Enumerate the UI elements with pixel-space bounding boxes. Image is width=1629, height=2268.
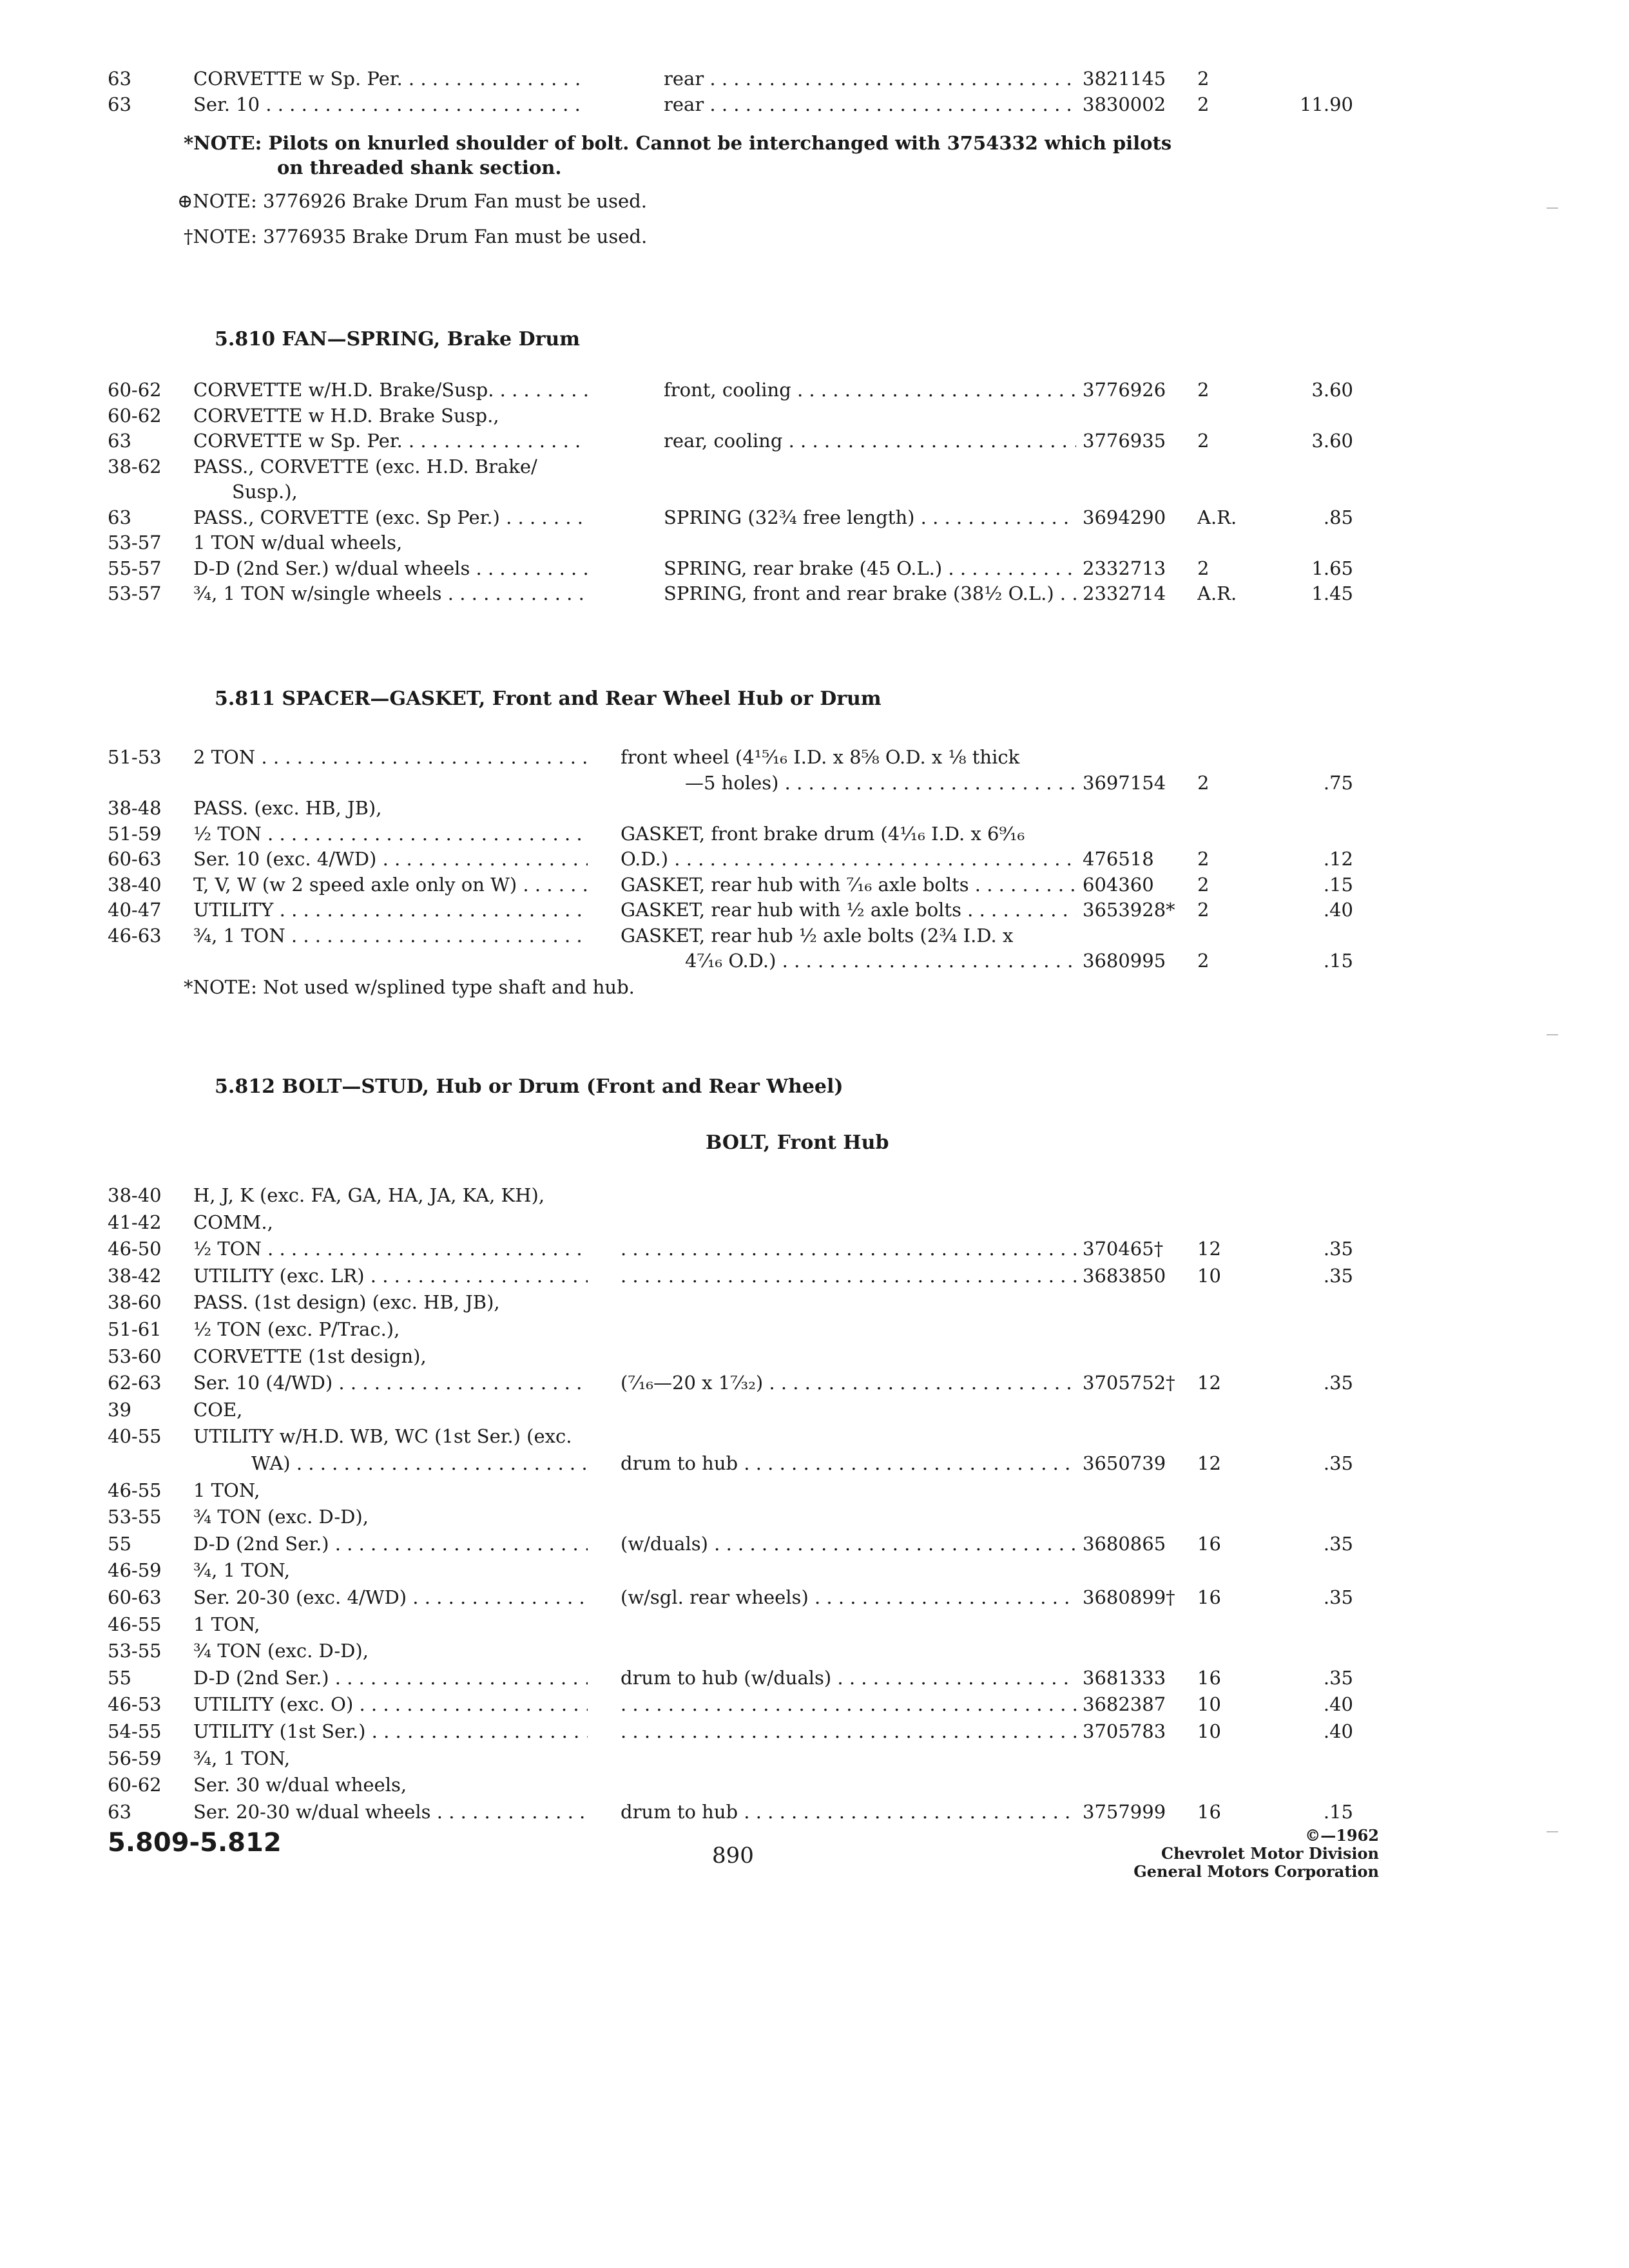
part-number: 3757999 bbox=[1083, 1800, 1166, 1823]
part-number: 3680899† bbox=[1083, 1586, 1175, 1608]
description: SPRING, front and rear brake (38½ O.L.) . . . bbox=[664, 579, 1076, 608]
table-row bbox=[0, 376, 1629, 404]
quantity: 16 bbox=[1197, 1532, 1221, 1555]
year-range: 40-47 bbox=[108, 899, 162, 921]
note-pilots: *NOTE: Pilots on knurled shoulder of bolt. Cannot be interchanged with 3754332 which pilots bbox=[184, 132, 1172, 154]
price: 1.45 bbox=[1311, 582, 1353, 604]
table-row bbox=[0, 90, 1629, 119]
table-row bbox=[0, 1503, 1629, 1531]
price: .35 bbox=[1323, 1586, 1353, 1608]
footer-corporation: General Motors Corporation bbox=[1133, 1862, 1379, 1881]
price: .15 bbox=[1323, 873, 1353, 896]
price: 11.90 bbox=[1299, 93, 1353, 115]
year-range: 63 bbox=[108, 430, 131, 452]
table-row bbox=[0, 1342, 1629, 1370]
price: .40 bbox=[1323, 899, 1353, 921]
table-row bbox=[0, 1208, 1629, 1236]
table-row bbox=[0, 528, 1629, 557]
quantity: 10 bbox=[1197, 1720, 1221, 1742]
table-row bbox=[0, 1717, 1629, 1745]
model: WA) . . . bbox=[251, 1449, 588, 1477]
table-row bbox=[0, 1583, 1629, 1611]
model: CORVETTE w Sp. Per. . . . bbox=[193, 64, 588, 93]
year-range: 51-53 bbox=[108, 746, 162, 768]
margin-mark bbox=[1547, 1831, 1558, 1832]
model: 1 TON, bbox=[193, 1479, 260, 1501]
model: 1 TON w/dual wheels, bbox=[193, 532, 403, 553]
table-row bbox=[0, 769, 1629, 797]
description: (⁷⁄₁₆—20 x 1⁷⁄₃₂) . . . bbox=[621, 1369, 1076, 1397]
footer-division: Chevrolet Motor Division bbox=[1161, 1844, 1379, 1863]
model: COMM., bbox=[193, 1211, 273, 1233]
price: .35 bbox=[1323, 1452, 1353, 1474]
table-row bbox=[0, 1556, 1629, 1584]
model: CORVETTE w H.D. Brake Susp., bbox=[193, 404, 499, 427]
price: .35 bbox=[1323, 1666, 1353, 1689]
subheading-bolt-front-hub: BOLT, Front Hub bbox=[706, 1131, 889, 1154]
model: PASS. (1st design) (exc. HB, JB), bbox=[193, 1291, 500, 1314]
table-row bbox=[0, 554, 1629, 582]
table-row bbox=[0, 1288, 1629, 1316]
quantity: 2 bbox=[1197, 771, 1210, 794]
description: GASKET, rear hub with ½ axle bolts . . . bbox=[621, 896, 1076, 924]
table-row bbox=[0, 1181, 1629, 1209]
quantity: 10 bbox=[1197, 1693, 1221, 1716]
year-range: 53-57 bbox=[108, 582, 162, 604]
year-range: 63 bbox=[108, 93, 131, 115]
year-range: 56-59 bbox=[108, 1747, 162, 1769]
year-range: 63 bbox=[108, 1800, 131, 1823]
model: ¾ TON (exc. D-D), bbox=[193, 1506, 369, 1528]
table-row bbox=[0, 1771, 1629, 1799]
year-range: 63 bbox=[108, 506, 131, 528]
year-range: 39 bbox=[108, 1398, 131, 1421]
description: 4⁷⁄₁₆ O.D.) . . . bbox=[685, 947, 1076, 975]
model: D-D (2nd Ser.) . . . bbox=[193, 1664, 588, 1692]
price: .40 bbox=[1323, 1720, 1353, 1742]
model: Susp.), bbox=[232, 481, 298, 503]
part-number: 3653928* bbox=[1083, 899, 1175, 921]
model: PASS., CORVETTE (exc. Sp Per.) . . . bbox=[193, 503, 588, 532]
table-row bbox=[0, 921, 1629, 950]
model: PASS., CORVETTE (exc. H.D. Brake/ bbox=[193, 455, 537, 477]
description: rear . . . bbox=[664, 90, 1076, 119]
year-range: 38-40 bbox=[108, 873, 162, 896]
model: ½ TON . . . bbox=[193, 1235, 588, 1263]
table-row bbox=[0, 794, 1629, 822]
part-number: 3680995 bbox=[1083, 950, 1166, 972]
note-splined: *NOTE: Not used w/splined type shaft and hub. bbox=[184, 976, 635, 998]
year-range: 46-63 bbox=[108, 924, 162, 947]
model: UTILITY (exc. LR) . . . bbox=[193, 1262, 588, 1290]
part-number: 3705752† bbox=[1083, 1372, 1175, 1394]
description bbox=[621, 1717, 1076, 1745]
table-row bbox=[0, 579, 1629, 608]
year-range: 38-62 bbox=[108, 455, 162, 477]
description: O.D.) . . . bbox=[621, 845, 1076, 873]
description bbox=[621, 1690, 1076, 1718]
model: Ser. 10 . . . bbox=[193, 90, 588, 119]
model: PASS. (exc. HB, JB), bbox=[193, 797, 382, 819]
model: Ser. 30 w/dual wheels, bbox=[193, 1774, 407, 1796]
part-number: 3680865 bbox=[1083, 1532, 1166, 1555]
description: drum to hub . . . bbox=[621, 1449, 1076, 1477]
price: 1.65 bbox=[1311, 557, 1353, 579]
model: CORVETTE w Sp. Per. . . . bbox=[193, 427, 588, 455]
year-range: 60-62 bbox=[108, 404, 162, 427]
model: UTILITY (exc. O) . . . bbox=[193, 1690, 588, 1718]
part-number: 3682387 bbox=[1083, 1693, 1166, 1716]
model: COE, bbox=[193, 1398, 243, 1421]
description: drum to hub . . . bbox=[621, 1798, 1076, 1826]
year-range: 46-59 bbox=[108, 1559, 162, 1582]
year-range: 46-55 bbox=[108, 1479, 162, 1501]
quantity: 2 bbox=[1197, 68, 1210, 90]
part-number: 370465† bbox=[1083, 1238, 1164, 1260]
year-range: 63 bbox=[108, 68, 131, 90]
section-heading-5-811: 5.811 SPACER—GASKET, Front and Rear Wheel Hub or Drum bbox=[215, 687, 882, 710]
description: rear . . . bbox=[664, 64, 1076, 93]
year-range: 46-53 bbox=[108, 1693, 162, 1716]
table-row bbox=[0, 1664, 1629, 1692]
model: Ser. 10 (4/WD) . . . bbox=[193, 1369, 588, 1397]
part-number: 3821145 bbox=[1083, 68, 1166, 90]
year-range: 60-63 bbox=[108, 1586, 162, 1608]
footer-copyright: ©—1962 bbox=[1305, 1826, 1379, 1845]
model: UTILITY . . . bbox=[193, 896, 588, 924]
quantity: 2 bbox=[1197, 93, 1210, 115]
table-row bbox=[0, 743, 1629, 771]
table-row bbox=[0, 1369, 1629, 1397]
section-heading-5-810: 5.810 FAN—SPRING, Brake Drum bbox=[215, 328, 580, 351]
year-range: 51-61 bbox=[108, 1318, 162, 1340]
table-row bbox=[0, 845, 1629, 873]
year-range: 51-59 bbox=[108, 822, 162, 845]
table-row bbox=[0, 1530, 1629, 1558]
part-number: 2332713 bbox=[1083, 557, 1166, 579]
model: Ser. 10 (exc. 4/WD) . . . bbox=[193, 845, 588, 873]
part-number: 476518 bbox=[1083, 848, 1154, 870]
year-range: 54-55 bbox=[108, 1720, 162, 1742]
quantity: A.R. bbox=[1197, 582, 1237, 604]
price: .15 bbox=[1323, 950, 1353, 972]
table-row bbox=[0, 1449, 1629, 1477]
table-row bbox=[0, 896, 1629, 924]
price: 3.60 bbox=[1311, 430, 1353, 452]
description: —5 holes) . . . bbox=[685, 769, 1076, 797]
model: Ser. 20-30 w/dual wheels . . . bbox=[193, 1798, 588, 1826]
price: .35 bbox=[1323, 1372, 1353, 1394]
price: .40 bbox=[1323, 1693, 1353, 1716]
year-range: 46-55 bbox=[108, 1613, 162, 1635]
model: UTILITY (1st Ser.) . . . bbox=[193, 1717, 588, 1745]
model: ½ TON (exc. P/Trac.), bbox=[193, 1318, 400, 1340]
part-number: 3683850 bbox=[1083, 1264, 1166, 1287]
quantity: 2 bbox=[1197, 899, 1210, 921]
table-row bbox=[0, 452, 1629, 481]
year-range: 55 bbox=[108, 1666, 131, 1689]
year-range: 38-48 bbox=[108, 797, 162, 819]
table-row bbox=[0, 870, 1629, 899]
description bbox=[621, 1262, 1076, 1290]
model: 2 TON . . . bbox=[193, 743, 588, 771]
table-row bbox=[0, 1690, 1629, 1718]
quantity: 2 bbox=[1197, 430, 1210, 452]
model: ¾, 1 TON . . . bbox=[193, 921, 588, 950]
model: CORVETTE w/H.D. Brake/Susp. . . . bbox=[193, 376, 588, 404]
note-fan-rear: †NOTE: 3776935 Brake Drum Fan must be used. bbox=[184, 226, 648, 247]
description: GASKET, front brake drum (4¹⁄₁₆ I.D. x 6⁹⁄₁₆ bbox=[621, 822, 1025, 845]
table-row bbox=[0, 1396, 1629, 1424]
part-number: 3705783 bbox=[1083, 1720, 1166, 1742]
part-number: 3776926 bbox=[1083, 379, 1166, 401]
price: .85 bbox=[1323, 506, 1353, 528]
margin-mark bbox=[1547, 207, 1558, 209]
table-row bbox=[0, 1476, 1629, 1504]
quantity: 16 bbox=[1197, 1666, 1221, 1689]
price: 3.60 bbox=[1311, 379, 1353, 401]
year-range: 55-57 bbox=[108, 557, 162, 579]
quantity: 2 bbox=[1197, 557, 1210, 579]
quantity: 10 bbox=[1197, 1264, 1221, 1287]
year-range: 53-55 bbox=[108, 1506, 162, 1528]
quantity: 16 bbox=[1197, 1586, 1221, 1608]
description: rear, cooling . . . bbox=[664, 427, 1076, 455]
model: D-D (2nd Ser.) w/dual wheels . . . bbox=[193, 554, 588, 582]
table-row bbox=[0, 64, 1629, 93]
quantity: 2 bbox=[1197, 379, 1210, 401]
description: front wheel (4¹⁵⁄₁₆ I.D. x 8⅝ O.D. x ⅛ thick bbox=[621, 746, 1020, 768]
price: .15 bbox=[1323, 1800, 1353, 1823]
table-row bbox=[0, 1262, 1629, 1290]
year-range: 53-60 bbox=[108, 1345, 162, 1367]
description: (w/duals) . . . bbox=[621, 1530, 1076, 1558]
quantity: 16 bbox=[1197, 1800, 1221, 1823]
year-range: 60-62 bbox=[108, 1774, 162, 1796]
quantity: 12 bbox=[1197, 1372, 1221, 1394]
model: Ser. 20-30 (exc. 4/WD) . . . bbox=[193, 1583, 588, 1611]
model: 1 TON, bbox=[193, 1613, 260, 1635]
description bbox=[621, 1235, 1076, 1263]
year-range: 62-63 bbox=[108, 1372, 162, 1394]
table-row bbox=[0, 503, 1629, 532]
section-heading-5-812: 5.812 BOLT—STUD, Hub or Drum (Front and Rear Wheel) bbox=[215, 1075, 843, 1098]
model: ¾, 1 TON w/single wheels . . . bbox=[193, 579, 588, 608]
year-range: 60-62 bbox=[108, 379, 162, 401]
note-fan-front: ⊕NOTE: 3776926 Brake Drum Fan must be used. bbox=[177, 190, 647, 212]
table-row bbox=[0, 1235, 1629, 1263]
description: SPRING, rear brake (45 O.L.) . . . bbox=[664, 554, 1076, 582]
table-row bbox=[0, 427, 1629, 455]
quantity: 2 bbox=[1197, 950, 1210, 972]
year-range: 53-55 bbox=[108, 1640, 162, 1662]
table-row bbox=[0, 1315, 1629, 1343]
part-number: 3694290 bbox=[1083, 506, 1166, 528]
model: T, V, W (w 2 speed axle only on W) . . . bbox=[193, 870, 588, 899]
price: .35 bbox=[1323, 1264, 1353, 1287]
year-range: 40-55 bbox=[108, 1425, 162, 1448]
model: ½ TON . . . bbox=[193, 820, 588, 848]
price: .35 bbox=[1323, 1532, 1353, 1555]
footer-publisher bbox=[1095, 1827, 1379, 1881]
table-row bbox=[0, 1610, 1629, 1639]
description: front, cooling . . . bbox=[664, 376, 1076, 404]
model: D-D (2nd Ser.) . . . bbox=[193, 1530, 588, 1558]
quantity: 2 bbox=[1197, 848, 1210, 870]
price: .12 bbox=[1323, 848, 1353, 870]
model: H, J, K (exc. FA, GA, HA, JA, KA, KH), bbox=[193, 1184, 545, 1206]
part-number: 3830002 bbox=[1083, 93, 1166, 115]
year-range: 38-42 bbox=[108, 1264, 162, 1287]
year-range: 38-40 bbox=[108, 1184, 162, 1206]
quantity: 12 bbox=[1197, 1452, 1221, 1474]
part-number: 604360 bbox=[1083, 873, 1154, 896]
table-row bbox=[0, 947, 1629, 975]
note-pilots-cont: on threaded shank section. bbox=[277, 157, 562, 178]
table-row bbox=[0, 820, 1629, 848]
model: ¾, 1 TON, bbox=[193, 1747, 291, 1769]
quantity: A.R. bbox=[1197, 506, 1237, 528]
footer-page-number: 890 bbox=[712, 1843, 754, 1869]
table-row bbox=[0, 1744, 1629, 1773]
year-range: 38-60 bbox=[108, 1291, 162, 1314]
part-number: 2332714 bbox=[1083, 582, 1166, 604]
part-number: 3697154 bbox=[1083, 771, 1166, 794]
year-range: 53-57 bbox=[108, 532, 162, 553]
model: UTILITY w/H.D. WB, WC (1st Ser.) (exc. bbox=[193, 1425, 572, 1448]
year-range: 60-63 bbox=[108, 848, 162, 870]
part-number: 3776935 bbox=[1083, 430, 1166, 452]
model: ¾, 1 TON, bbox=[193, 1559, 291, 1582]
quantity: 2 bbox=[1197, 873, 1210, 896]
model: ¾ TON (exc. D-D), bbox=[193, 1640, 369, 1662]
table-row bbox=[0, 401, 1629, 430]
table-row bbox=[0, 477, 1629, 506]
description: drum to hub (w/duals) . . . bbox=[621, 1664, 1076, 1692]
description: GASKET, rear hub with ⁷⁄₁₆ axle bolts . . . bbox=[621, 870, 1076, 899]
price: .75 bbox=[1323, 771, 1353, 794]
description: GASKET, rear hub ½ axle bolts (2¾ I.D. x bbox=[621, 924, 1014, 947]
model: CORVETTE (1st design), bbox=[193, 1345, 427, 1367]
part-number: 3650739 bbox=[1083, 1452, 1166, 1474]
table-row bbox=[0, 1798, 1629, 1826]
quantity: 12 bbox=[1197, 1238, 1221, 1260]
year-range: 46-50 bbox=[108, 1238, 162, 1260]
table-row bbox=[0, 1637, 1629, 1665]
margin-mark bbox=[1547, 1034, 1558, 1035]
footer-section-range: 5.809-5.812 bbox=[108, 1828, 282, 1858]
description: SPRING (32¾ free length) . . . bbox=[664, 503, 1076, 532]
price: .35 bbox=[1323, 1238, 1353, 1260]
part-number: 3681333 bbox=[1083, 1666, 1166, 1689]
description: (w/sgl. rear wheels) . . . bbox=[621, 1583, 1076, 1611]
year-range: 41-42 bbox=[108, 1211, 162, 1233]
table-row bbox=[0, 1422, 1629, 1450]
year-range: 55 bbox=[108, 1532, 131, 1555]
